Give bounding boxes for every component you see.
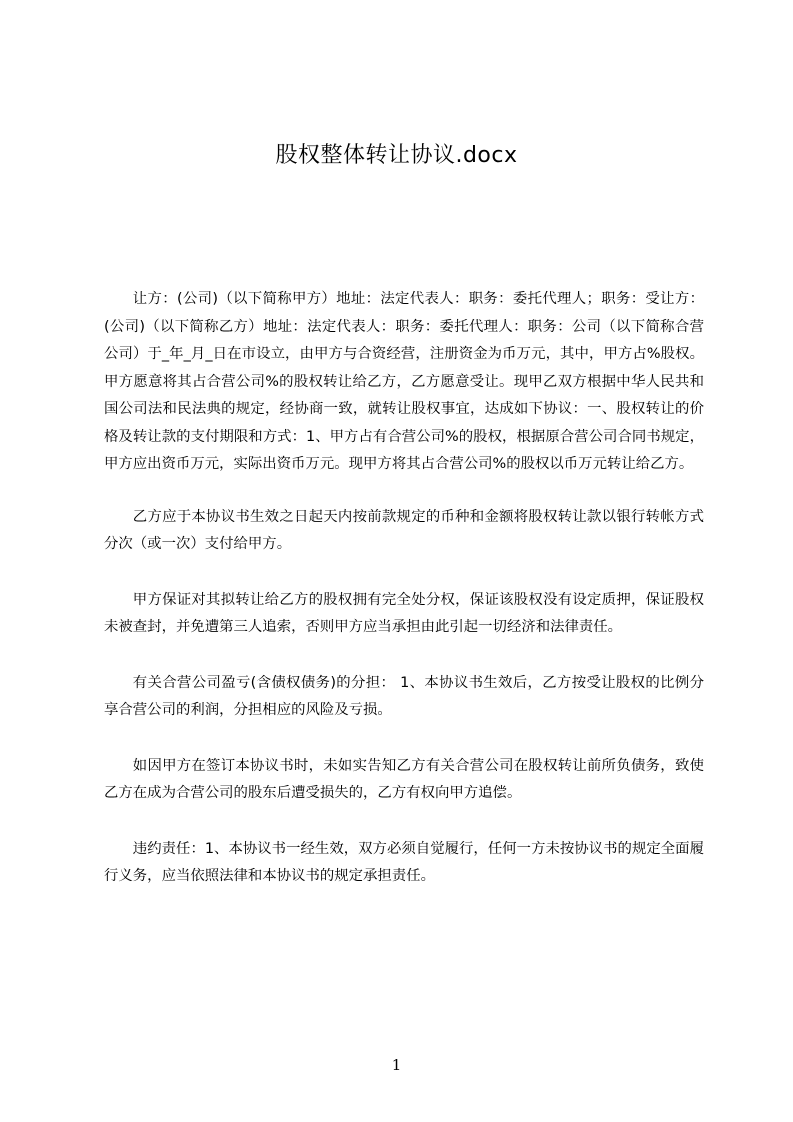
paragraph-debt-recovery: 如因甲方在签订本协议书时，未如实告知乙方有关合营公司在股权转让前所负债务，致使乙方在成为合营公司的股东后遭受损失的，乙方有权向甲方追偿。 bbox=[104, 757, 704, 801]
paragraph-profit-loss: 有关合营公司盈亏(含债权债务)的分担： 1、本协议书生效后，乙方按受让股权的比例分享合营公司的利润，分担相应的风险及亏损。 bbox=[104, 674, 704, 718]
paragraph-liability: 违约责任：1、本协议书一经生效，双方必须自觉履行，任何一方未按协议书的规定全面履行义务，应当依照法律和本协议书的规定承担责任。 bbox=[104, 840, 704, 884]
document-title: 股权整体转让协议.docx bbox=[275, 143, 518, 168]
paragraph-parties: 让方：(公司)（以下简称甲方）地址：法定代表人：职务：委托代理人；职务：受让方：(公司)（以下简称乙方）地址：法定代表人：职务：委托代理人：职务：公司（以下简称合营公司）于_年_月_日在市设立，由甲方与合资经营，注册资金为币万元，其中，甲方占%股权。甲方愿意将其占合营公司%的股权转让给乙方，乙方愿意受让。现甲乙双方根据中华人民共和国公司法和民法典的规定，经协商一致，就转让股权事宜，达成如下协议：一、股权转让的价格及转让款的支付期限和方式：1、甲方占有合营公司%的股权，根据原合营公司合同书规定，甲方应出资币万元，实际出资币万元。现甲方将其占合营公司%的股权以币万元转让给乙方。 bbox=[104, 291, 704, 472]
paragraph-guarantee: 甲方保证对其拟转让给乙方的股权拥有完全处分权，保证该股权没有设定质押，保证股权未被查封，并免遭第三人追索，否则甲方应当承担由此引起一切经济和法律责任。 bbox=[104, 591, 704, 635]
paragraph-payment: 乙方应于本协议书生效之日起天内按前款规定的币种和金额将股权转让款以银行转帐方式分次（或一次）支付给甲方。 bbox=[104, 508, 704, 552]
document-body bbox=[104, 286, 704, 919]
page-number: 1 bbox=[391, 1056, 402, 1074]
